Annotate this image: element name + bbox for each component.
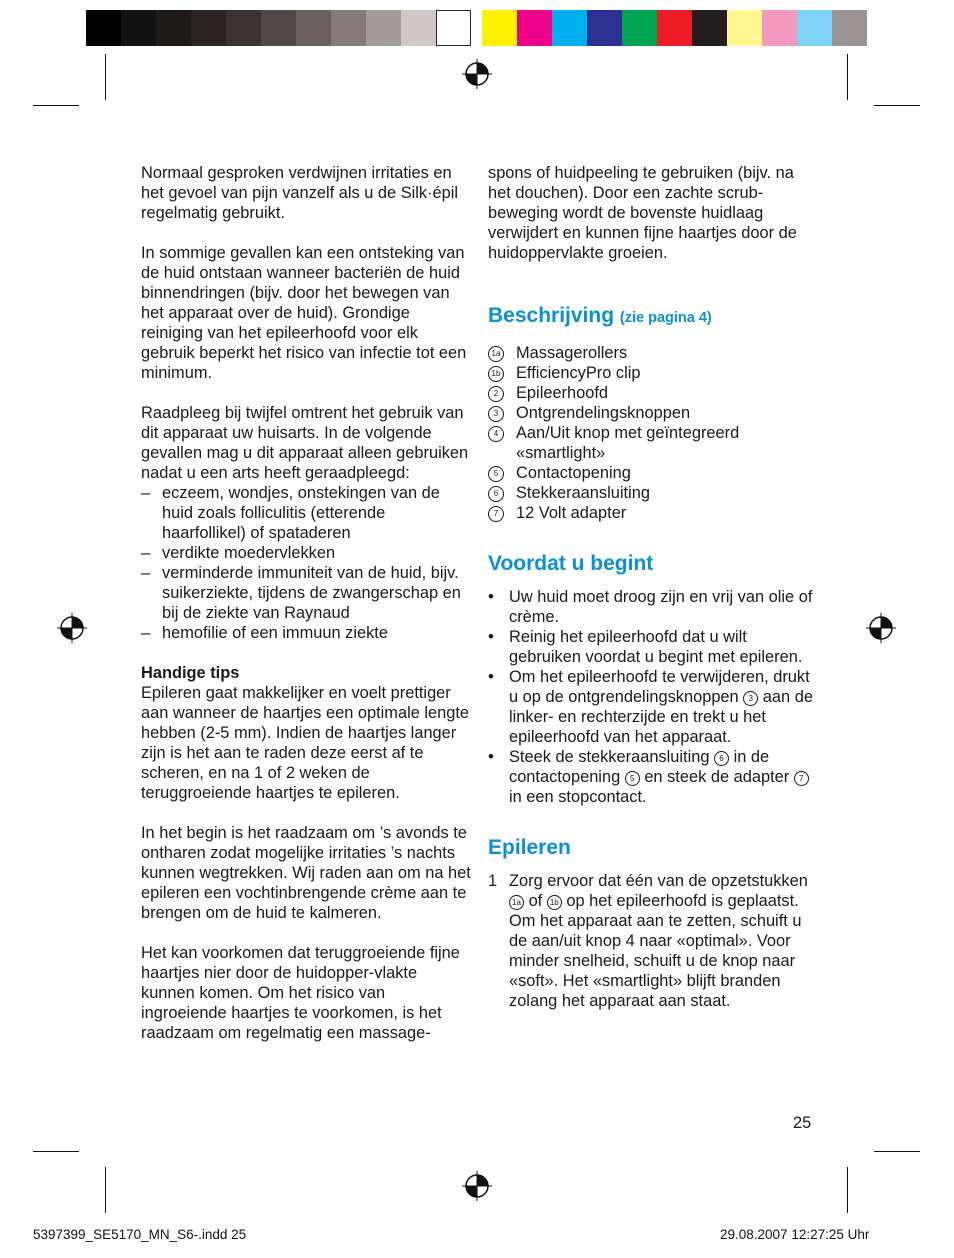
crop-mark xyxy=(847,1167,848,1213)
color-swatch xyxy=(296,10,331,46)
conditions-list xyxy=(141,483,471,643)
paragraph: spons of huidpeeling te gebruiken (bijv. na het douchen). Door een zachte scrub-beweging wordt de bovenste huidlaag verwijdert en kunnen fijne haartjes door de huidoppervlakte groeien. xyxy=(488,164,797,262)
color-swatch xyxy=(622,10,657,46)
crop-mark xyxy=(874,105,920,106)
color-swatch xyxy=(727,10,762,46)
crop-mark xyxy=(874,1151,920,1152)
color-swatch xyxy=(191,10,226,46)
paragraph: Epileren gaat makkelijker en voelt prettiger aan wanneer de haartjes een optimale lengte hebben (2-5 mm). Indien de haartjes langer zijn is het aan te raden deze eerst af te scheren, en na 1 of 2 weken de teruggroeiende haartjes te epileren. xyxy=(141,684,470,802)
section-heading-epilating: Epileren xyxy=(488,836,571,859)
color-swatch xyxy=(226,10,261,46)
list-item: 6 Stekkeraansluiting xyxy=(488,483,818,503)
list-item: 3 Ontgrendelingsknoppen xyxy=(488,403,818,423)
color-swatch xyxy=(517,10,552,46)
color-swatch xyxy=(156,10,191,46)
color-swatch xyxy=(401,10,436,46)
grayscale-calibration-bar xyxy=(86,10,471,46)
registration-mark-icon xyxy=(57,613,87,643)
right-column xyxy=(488,163,818,1011)
color-swatch xyxy=(436,10,471,46)
paragraph: Normaal gesproken verdwijnen irritaties en het gevoel van pijn vanzelf als u de Silk·épil regelmatig gebruikt. xyxy=(141,164,459,222)
color-swatch xyxy=(552,10,587,46)
color-swatch xyxy=(261,10,296,46)
color-swatch xyxy=(331,10,366,46)
color-swatch xyxy=(86,10,121,46)
section-heading-description: Beschrijving (zie pagina 4) xyxy=(488,304,712,327)
preparation-list xyxy=(488,587,818,807)
list-item: • Reinig het epileerhoofd dat u wilt gebruiken voordat u begint met epileren. xyxy=(488,628,803,666)
crop-mark xyxy=(33,1151,79,1152)
color-swatch xyxy=(797,10,832,46)
list-item: 1b EfficiencyPro clip xyxy=(488,363,818,383)
list-item: – eczeem, wondjes, onstekingen van de huid zoals folliculitis (etterende haarfollikel) of spataderen xyxy=(141,484,440,542)
left-column xyxy=(141,163,471,1043)
list-item: 1 Zorg ervoor dat één van de opzetstukken 1a of 1b op het epileerhoofd is geplaatst. Om het apparaat aan te zetten, schuift u de aan/uit knop 4 naar «optimal». Voor minder snelheid, schuift u de knop naar «soft». Het «smartlight» blijft branden zolang het apparaat aan staat. xyxy=(488,872,808,1010)
list-item: – verminderde immuniteit van de huid, bijv. suikerziekte, tijdens de zwangerschap en bij de ziekte van Raynaud xyxy=(141,564,461,622)
list-item: – hemofilie of een immuun ziekte xyxy=(141,624,388,642)
page-number: 25 xyxy=(793,1114,812,1132)
list-item: 5 Contactopening xyxy=(488,463,818,483)
paragraph: Het kan voorkomen dat teruggroeiende fijne haartjes nier door de huidopper-vlakte kunnen komen. Om het risico van ingroeiende haartjes te voorkomen, is het raadzaam om regelmatig een massage- xyxy=(141,944,460,1042)
steps-list xyxy=(488,871,818,1011)
crop-mark xyxy=(105,1167,106,1213)
list-item: 2 Epileerhoofd xyxy=(488,383,818,403)
color-swatch xyxy=(366,10,401,46)
color-swatch xyxy=(587,10,622,46)
section-heading-before: Voordat u begint xyxy=(488,552,654,575)
list-item: 7 12 Volt adapter xyxy=(488,503,818,523)
paragraph: In sommige gevallen kan een ontsteking van de huid ontstaan wanneer bacteriën de huid binnendringen (bijv. door het bewegen van het apparaat over de huid). Grondige reiniging van het epileerhoofd voor elk gebruik beperkt het risico van infectie tot een minimum. xyxy=(141,244,467,382)
color-swatch xyxy=(657,10,692,46)
list-item: 4 Aan/Uit knop met geïntegreerd «smartlight» xyxy=(488,423,818,463)
list-item: • Om het epileerhoofd te verwijderen, drukt u op de ontgrendelingsknoppen 3 aan de linker- en rechterzijde en trekt u het epileerhoofd van het apparaat. xyxy=(488,668,813,746)
list-item: • Steek de stekkeraansluiting 6 in de contactopening 5 en steek de adapter 7 in een stopcontact. xyxy=(488,747,818,807)
footer-timestamp: 29.08.2007 12:27:25 Uhr xyxy=(720,1227,870,1242)
paragraph: In het begin is het raadzaam om ’s avonds te ontharen zodat mogelijke irritaties ’s nachts kunnen wegtrekken. Wij raden aan om na het epileren een vochtinbrengende crème aan te brengen om de huid te kalmeren. xyxy=(141,824,471,922)
crop-mark xyxy=(33,105,79,106)
tips-heading: Handige tips xyxy=(141,664,240,682)
color-calibration-bar xyxy=(482,10,867,46)
registration-mark-icon xyxy=(866,613,896,643)
footer-file-info: 5397399_SE5170_MN_S6-.indd 25 xyxy=(33,1227,247,1242)
color-swatch xyxy=(762,10,797,46)
crop-mark xyxy=(105,54,106,100)
list-item: • Uw huid moet droog zijn en vrij van olie of crème. xyxy=(488,588,813,626)
crop-mark xyxy=(847,54,848,100)
list-item: 1a Massagerollers xyxy=(488,343,818,363)
parts-list xyxy=(488,343,818,523)
color-swatch xyxy=(482,10,517,46)
registration-mark-icon xyxy=(462,1171,492,1201)
registration-mark-icon xyxy=(462,59,492,89)
color-swatch xyxy=(692,10,727,46)
paragraph: Raadpleeg bij twijfel omtrent het gebruik van dit apparaat uw huisarts. In de volgende gevallen mag u dit apparaat alleen gebruiken nadat u een arts heeft geraadpleegd: xyxy=(141,404,469,482)
list-item: – verdikte moedervlekken xyxy=(141,544,336,562)
color-swatch xyxy=(121,10,156,46)
color-swatch xyxy=(832,10,867,46)
